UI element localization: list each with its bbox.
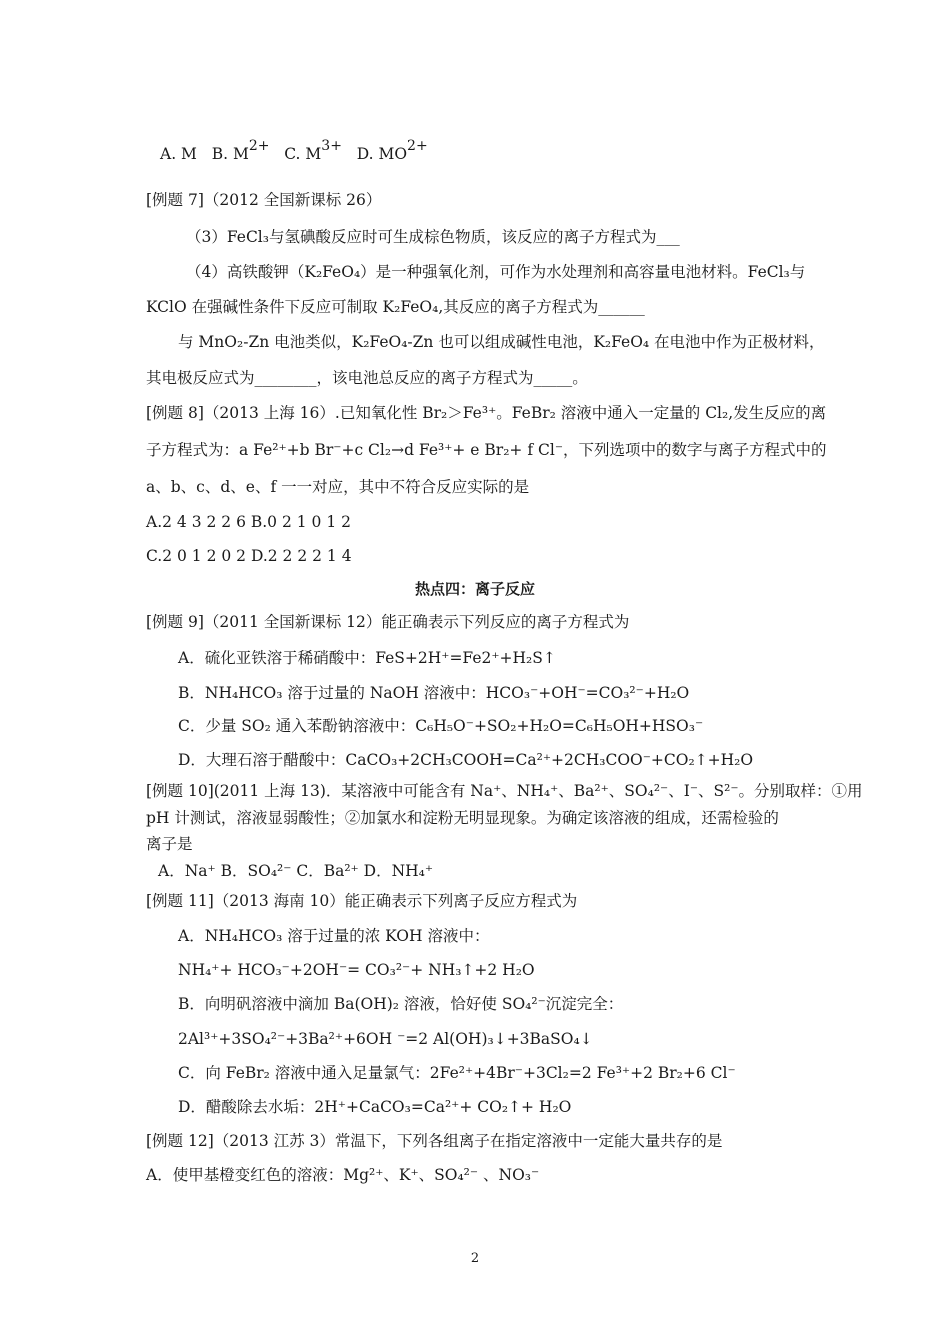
example-12-option-a: A．使甲基橙变红色的溶液：Mg²⁺、K⁺、SO₄²⁻ 、NO₃⁻ — [146, 1166, 540, 1184]
example-8-options-ab: A.2 4 3 2 2 6 B.0 2 1 0 1 2 — [146, 513, 351, 531]
example-9-header: [例题 9]（2011 全国新课标 12）能正确表示下列反应的离子方程式为 — [146, 613, 630, 631]
example-10-line-1: [例题 10](2011 上海 13)．某溶液中可能含有 Na⁺、NH₄⁺、Ba²⁺、SO₄²⁻、I⁻、S²⁻。分别取样：①用 — [146, 782, 863, 800]
example-10-line-3: 离子是 — [146, 835, 193, 853]
example-8-options-cd: C.2 0 1 2 0 2 D.2 2 2 2 1 4 — [146, 547, 352, 565]
example-8-line-2: 子方程式为：a Fe²⁺+b Br⁻+c Cl₂→d Fe³⁺+ e Br₂+ f Cl⁻，下列选项中的数字与离子方程式中的 — [146, 441, 827, 459]
example-7-part-3: （3）FeCl₃与氢碘酸反应时可生成棕色物质，该反应的离子方程式为___ — [186, 228, 680, 246]
example-10-options: A．Na⁺ B．SO₄²⁻ C．Ba²⁺ D．NH₄⁺ — [158, 862, 434, 880]
example-11-option-c: C．向 FeBr₂ 溶液中通入足量氯气：2Fe²⁺+4Br⁻+3Cl₂=2 Fe³⁺+2 Br₂+6 Cl⁻ — [178, 1064, 736, 1082]
question-6-options: A. M B. $M^{2+}$ C. $M^{3+}$ D. $MO^{2+}$ — [160, 138, 428, 163]
example-7-part-4-line-1: （4）高铁酸钾（K₂FeO₄）是一种强氧化剂，可作为水处理剂和高容量电池材料。FeCl₃与 — [186, 263, 806, 281]
example-11-option-d: D．醋酸除去水垢：2H⁺+CaCO₃=Ca²⁺+ CO₂↑+ H₂O — [178, 1098, 572, 1116]
example-11-header: [例题 11]（2013 海南 10）能正确表示下列离子反应方程式为 — [146, 892, 578, 910]
example-11-option-a-equation: NH₄⁺+ HCO₃⁻+2OH⁻= CO₃²⁻+ NH₃↑+2 H₂O — [178, 961, 535, 979]
example-11-option-b-equation: 2Al³⁺+3SO₄²⁻+3Ba²⁺+6OH ⁻=2 Al(OH)₃↓+3BaSO₄↓ — [178, 1030, 593, 1048]
example-7-header: [例题 7]（2012 全国新课标 26） — [146, 191, 382, 209]
example-7-part-4-line-2: KClO 在强碱性条件下反应可制取 K₂FeO₄,其反应的离子方程式为______ — [146, 298, 645, 316]
example-10-line-2: pH 计测试，溶液显弱酸性；②加氯水和淀粉无明显现象。为确定该溶液的组成，还需检验的 — [146, 809, 779, 827]
example-9-option-c: C．少量 SO₂ 通入苯酚钠溶液中：C₆H₅O⁻+SO₂+H₂O=C₆H₅OH+HSO₃⁻ — [178, 717, 704, 735]
example-7-battery-line-1: 与 MnO₂-Zn 电池类似，K₂FeO₄-Zn 也可以组成碱性电池，K₂FeO₄ 在电池中作为正极材料， — [178, 333, 825, 351]
example-11-option-a: A．NH₄HCO₃ 溶于过量的浓 KOH 溶液中： — [178, 927, 490, 945]
example-9-option-d: D．大理石溶于醋酸中：CaCO₃+2CH₃COOH=Ca²⁺+2CH₃COO⁻+CO₂↑+H₂O — [178, 751, 754, 769]
example-7-battery-line-2: 其电极反应式为________，该电池总反应的离子方程式为_____。 — [146, 369, 588, 387]
example-8-line-3: a、b、c、d、e、f 一一对应，其中不符合反应实际的是 — [146, 478, 530, 496]
example-12-header: [例题 12]（2013 江苏 3）常温下，下列各组离子在指定溶液中一定能大量共存的是 — [146, 1132, 723, 1150]
example-9-option-b: B．NH₄HCO₃ 溶于过量的 NaOH 溶液中：HCO₃⁻+OH⁻=CO₃²⁻+H₂O — [178, 684, 690, 702]
example-8-line-1: [例题 8]（2013 上海 16）.已知氧化性 Br₂＞Fe³⁺。FeBr₂ 溶液中通入一定量的 Cl₂,发生反应的离 — [146, 404, 827, 422]
page-number: 2 — [470, 1251, 480, 1266]
example-9-option-a: A．硫化亚铁溶于稀硝酸中：FeS+2H⁺=Fe2⁺+H₂S↑ — [178, 649, 556, 667]
section-heading: 热点四：离子反应 — [414, 580, 535, 598]
example-11-option-b: B．向明矾溶液中滴加 Ba(OH)₂ 溶液，恰好使 SO₄²⁻沉淀完全： — [178, 995, 624, 1013]
